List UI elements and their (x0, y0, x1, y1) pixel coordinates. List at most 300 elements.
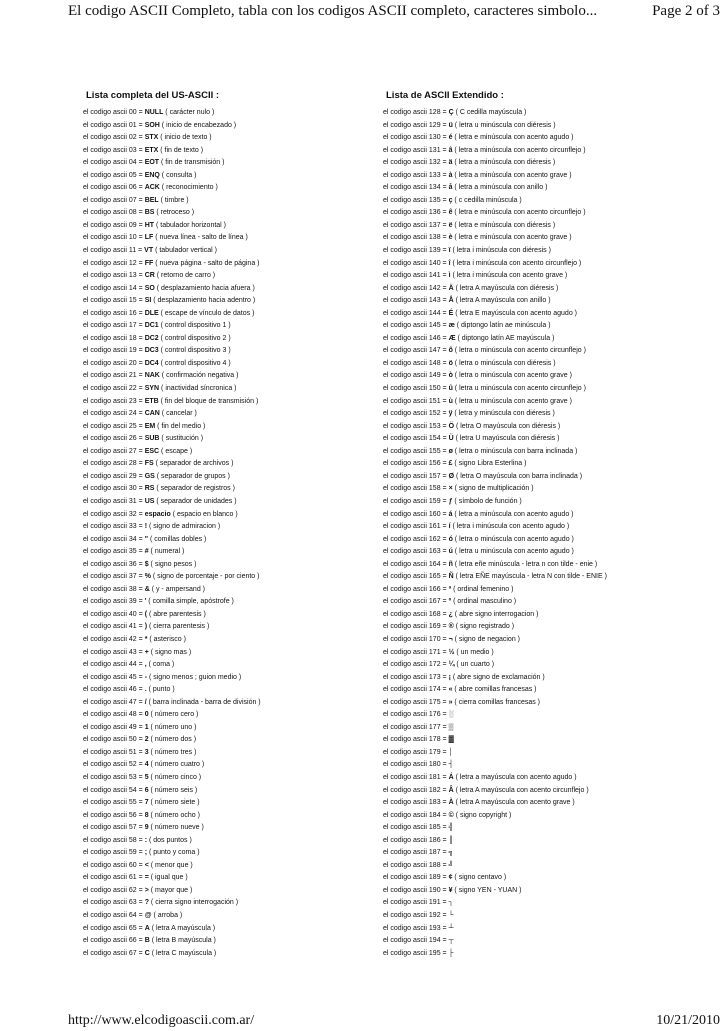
ascii-description: ( timbre ) (158, 196, 189, 204)
ascii-symbol: Ö (448, 422, 455, 430)
ascii-entry (383, 609, 703, 622)
ascii-description: ( numeral ) (148, 548, 185, 556)
ascii-description: ( letra u minúscula con diéresis ) (452, 121, 556, 129)
ascii-symbol: ë (448, 221, 453, 229)
ascii-entry (83, 320, 368, 333)
ascii-description: ( símbolo de función ) (452, 497, 522, 505)
ascii-description: ( letra EÑE mayúscula - letra N con tilde - ENIE ) (453, 573, 607, 581)
ascii-symbol: Á (448, 773, 454, 781)
ascii-code-label: el codigo ascii 135 = (383, 196, 449, 204)
ascii-description: ( letra a minúscula con acento agudo ) (452, 510, 574, 518)
ascii-description: ( control dispositivo 1 ) (158, 322, 231, 330)
ascii-description: ( signo de multiplicación ) (452, 485, 534, 493)
ascii-symbol: Ñ (448, 573, 454, 581)
ascii-entry (83, 546, 368, 559)
ascii-code-label: el codigo ascii 13 = (83, 272, 145, 280)
ascii-description: ( reconocimiento ) (159, 184, 218, 192)
ascii-entry (383, 948, 703, 961)
ascii-entry (383, 107, 703, 120)
ascii-code-label: el codigo ascii 172 = (383, 661, 449, 669)
ascii-description: ( punto ) (146, 686, 175, 694)
ascii-entry (383, 571, 703, 584)
ascii-description: ( signo YEN - YUAN ) (452, 886, 522, 894)
ascii-entry (383, 370, 703, 383)
ascii-code-label: el codigo ascii 188 = (383, 861, 449, 869)
ascii-code-label: el codigo ascii 139 = (383, 247, 449, 255)
ascii-code-label: el codigo ascii 171 = (383, 648, 449, 656)
ascii-code-label: el codigo ascii 166 = (383, 585, 449, 593)
ascii-entry (383, 320, 703, 333)
ascii-code-label: el codigo ascii 47 = (83, 698, 145, 706)
ascii-code-label: el codigo ascii 31 = (83, 497, 145, 505)
ascii-description: ( separador de archivos ) (153, 460, 234, 468)
ascii-entry (383, 734, 703, 747)
ascii-entry (83, 370, 368, 383)
ascii-symbol: : (144, 836, 148, 844)
ascii-code-label: el codigo ascii 11 = (83, 247, 145, 255)
ascii-description: ( arroba ) (151, 912, 183, 919)
ascii-description: ( letra A mayúscula con acento circunflejo ) (453, 786, 589, 794)
ascii-entry (83, 810, 368, 823)
ascii-code-label: el codigo ascii 160 = (383, 510, 449, 518)
ascii-description: ( letra o minúscula con acento agudo ) (452, 535, 574, 543)
ascii-entry (83, 408, 368, 421)
ascii-symbol: À (448, 799, 454, 807)
ascii-description: ( abre signo interrogacion ) (452, 610, 539, 618)
ascii-entry (83, 383, 368, 396)
ascii-symbol: # (144, 548, 149, 556)
ascii-code-label: el codigo ascii 144 = (383, 309, 449, 317)
ascii-symbol: £ (448, 460, 453, 468)
ascii-code-label: el codigo ascii 132 = (383, 159, 449, 167)
ascii-description: ( número uno ) (148, 723, 197, 731)
ascii-entry (383, 220, 703, 233)
ascii-code-label: el codigo ascii 35 = (83, 548, 145, 556)
ascii-symbol: ┬ (448, 937, 454, 945)
ascii-symbol: NULL (144, 109, 164, 116)
ascii-code-label: el codigo ascii 154 = (383, 435, 449, 443)
ascii-entry (383, 872, 703, 885)
ascii-symbol: û (448, 385, 453, 393)
ascii-description: ( letra U mayúscula con diéresis ) (453, 435, 560, 443)
ascii-code-label: el codigo ascii 191 = (383, 899, 449, 907)
ascii-symbol: ö (448, 359, 453, 367)
ascii-symbol: Ø (448, 472, 455, 480)
ascii-symbol: C (144, 949, 150, 957)
ascii-code-label: el codigo ascii 39 = (83, 598, 145, 606)
ascii-symbol: SOH (144, 121, 160, 129)
ascii-code-label: el codigo ascii 142 = (383, 284, 449, 292)
ascii-entry (83, 509, 368, 522)
ascii-description: ( sustitución ) (159, 435, 204, 443)
ascii-entry (83, 672, 368, 685)
ascii-symbol: DC1 (144, 322, 159, 330)
ascii-symbol: å (448, 184, 453, 192)
ascii-entry (83, 772, 368, 785)
ascii-entry (383, 910, 703, 923)
ascii-entry (83, 120, 368, 133)
ascii-description: ( tabulador vertical ) (153, 247, 217, 255)
ascii-description: ( escape de vínculo de datos ) (158, 309, 255, 317)
ascii-symbol: Ç (448, 109, 454, 116)
ascii-symbol: DLE (144, 309, 159, 317)
ascii-code-label: el codigo ascii 21 = (83, 372, 145, 380)
ascii-entry (83, 872, 368, 885)
ascii-symbol: × (448, 485, 453, 493)
ascii-symbol: » (448, 698, 453, 706)
ascii-code-label: el codigo ascii 133 = (383, 171, 449, 179)
ascii-description: ( letra i minúscula con diéresis ) (450, 247, 551, 255)
ascii-description: ( letra E mayúscula con acento agudo ) (453, 309, 577, 317)
ascii-code-label: el codigo ascii 25 = (83, 422, 145, 430)
ascii-code-label: el codigo ascii 60 = (83, 861, 145, 869)
ascii-entry (383, 709, 703, 722)
ascii-entry (383, 759, 703, 772)
ascii-symbol: & (144, 585, 150, 593)
ascii-entry (83, 860, 368, 873)
ascii-description: ( escape ) (159, 447, 193, 455)
ascii-code-label: el codigo ascii 174 = (383, 686, 449, 694)
ascii-description: ( retroceso ) (154, 209, 195, 217)
ascii-code-label: el codigo ascii 08 = (83, 209, 145, 217)
ascii-description: ( número nueve ) (148, 824, 204, 832)
ascii-symbol: æ (448, 322, 455, 330)
ascii-symbol: DC3 (144, 347, 159, 355)
ascii-description: ( control dispositivo 4 ) (158, 359, 231, 367)
ascii-entry (83, 396, 368, 409)
ascii-code-label: el codigo ascii 32 = (83, 510, 145, 518)
ascii-code-label: el codigo ascii 16 = (83, 309, 145, 317)
ascii-symbol: 5 (144, 773, 149, 781)
ascii-symbol: 4 (144, 761, 149, 769)
ascii-symbol: B (144, 937, 150, 945)
ascii-code-label: el codigo ascii 44 = (83, 661, 145, 669)
ascii-entry (383, 634, 703, 647)
ascii-code-label: el codigo ascii 45 = (83, 673, 145, 681)
ascii-entry (383, 258, 703, 271)
ascii-entry (383, 923, 703, 936)
ascii-description: ( diptongo latín AE mayúscula ) (455, 334, 555, 342)
ascii-entry (383, 772, 703, 785)
ascii-code-label: el codigo ascii 192 = (383, 912, 449, 919)
ascii-code-label: el codigo ascii 67 = (83, 949, 145, 957)
ascii-entry (83, 534, 368, 547)
ascii-symbol: ½ (448, 648, 455, 656)
ascii-symbol: â (448, 146, 453, 154)
ascii-description: ( número cero ) (148, 711, 199, 719)
ascii-code-label: el codigo ascii 07 = (83, 196, 145, 204)
ascii-entry (83, 483, 368, 496)
ascii-symbol: ┐ (448, 899, 454, 907)
ascii-symbol: 1 (144, 723, 149, 731)
ascii-symbol: ø (448, 447, 453, 455)
ascii-code-label: el codigo ascii 24 = (83, 410, 145, 418)
ascii-description: ( tabulador horizontal ) (154, 221, 227, 229)
ascii-entry (83, 584, 368, 597)
ascii-symbol: Ä (448, 284, 454, 292)
ascii-entry (383, 170, 703, 183)
ascii-code-label: el codigo ascii 17 = (83, 322, 145, 330)
ascii-code-label: el codigo ascii 58 = (83, 836, 145, 844)
ascii-code-label: el codigo ascii 43 = (83, 648, 145, 656)
ascii-entry (383, 333, 703, 346)
ascii-code-label: el codigo ascii 131 = (383, 146, 449, 154)
ascii-description: ( letra A mayúscula con acento grave ) (453, 799, 575, 807)
ascii-entry (383, 471, 703, 484)
ascii-description: ( ordinal masculino ) (451, 598, 517, 606)
ascii-description: ( control dispositivo 2 ) (158, 334, 231, 342)
ascii-code-label: el codigo ascii 23 = (83, 397, 145, 405)
ascii-symbol: < (144, 861, 149, 869)
ascii-code-label: el codigo ascii 10 = (83, 234, 145, 242)
ascii-code-label: el codigo ascii 147 = (383, 347, 449, 355)
ascii-entry (383, 785, 703, 798)
ascii-symbol: ƒ (448, 497, 453, 505)
ascii-entry (383, 584, 703, 597)
ascii-symbol: HT (144, 221, 155, 229)
ascii-symbol: 3 (144, 748, 149, 756)
ascii-description: ( letra e minúscula con acento grave ) (452, 234, 572, 242)
ascii-description: ( retorno de carro ) (154, 272, 216, 280)
ascii-code-label: el codigo ascii 168 = (383, 610, 449, 618)
ascii-description: ( signo mas ) (148, 648, 192, 656)
ascii-code-label: el codigo ascii 63 = (83, 899, 145, 907)
ascii-description: ( letra y minúscula con diéresis ) (452, 410, 555, 418)
ascii-entry (383, 120, 703, 133)
ascii-description: ( abre parentesis ) (147, 610, 206, 618)
ascii-symbol: ü (448, 121, 453, 129)
ascii-entry (383, 546, 703, 559)
ascii-entry (383, 747, 703, 760)
ascii-entry (83, 897, 368, 910)
ascii-symbol: GS (144, 472, 155, 480)
ascii-entry (83, 308, 368, 321)
ascii-entry (383, 534, 703, 547)
ascii-symbol: ¢ (448, 874, 453, 882)
ascii-entry (383, 283, 703, 296)
ascii-symbol: CR (144, 272, 155, 280)
ascii-code-label: el codigo ascii 152 = (383, 410, 449, 418)
ascii-code-label: el codigo ascii 130 = (383, 134, 449, 142)
ascii-symbol: ' (144, 598, 147, 606)
ascii-code-label: el codigo ascii 183 = (383, 799, 449, 807)
ascii-entry (83, 885, 368, 898)
ascii-symbol: ┤ (448, 761, 454, 769)
ascii-symbol: ¡ (448, 673, 451, 681)
ascii-symbol: 6 (144, 786, 149, 794)
ascii-description: ( separador de registros ) (154, 485, 235, 493)
ascii-entry (383, 345, 703, 358)
ascii-entry (83, 697, 368, 710)
ascii-symbol: ╣ (448, 824, 454, 832)
ascii-symbol: FF (144, 259, 154, 267)
ascii-symbol: DC4 (144, 359, 159, 367)
ascii-description: ( control dispositivo 3 ) (158, 347, 231, 355)
ascii-symbol: └ (448, 912, 454, 919)
ascii-entry (83, 283, 368, 296)
ascii-symbol: FS (144, 460, 154, 468)
ascii-symbol: SO (144, 284, 155, 292)
ascii-symbol: NAK (144, 372, 160, 380)
ascii-code-label: el codigo ascii 164 = (383, 560, 449, 568)
ascii-entry (83, 471, 368, 484)
ascii-symbol: ¼ (448, 661, 455, 669)
ascii-entry (383, 496, 703, 509)
ascii-symbol: ô (448, 347, 453, 355)
ascii-code-label: el codigo ascii 175 = (383, 698, 449, 706)
ascii-entry (383, 396, 703, 409)
ascii-code-label: el codigo ascii 33 = (83, 523, 145, 531)
ascii-description: ( nueva página - salto de página ) (153, 259, 260, 267)
ascii-description: ( signo menos ; guion medio ) (147, 673, 242, 681)
ascii-description: ( carácter nulo ) (163, 109, 215, 116)
ascii-entry (383, 897, 703, 910)
ascii-entry (383, 195, 703, 208)
ascii-description: ( comilla simple, apóstrofe ) (146, 598, 234, 606)
ascii-entry (83, 734, 368, 747)
ascii-description: ( letra e minúscula con acento agudo ) (452, 134, 574, 142)
ascii-entry (83, 559, 368, 572)
ascii-entry (83, 421, 368, 434)
ascii-symbol: SUB (144, 435, 160, 443)
ascii-description: ( letra A mayúscula con diéresis ) (453, 284, 559, 292)
ascii-code-label: el codigo ascii 09 = (83, 221, 145, 229)
ascii-description: ( dos puntos ) (147, 836, 192, 844)
ascii-description: ( confirmación negativa ) (159, 372, 239, 380)
ascii-description: ( separador de unidades ) (154, 497, 237, 505)
ascii-description: ( cierra comillas francesas ) (452, 698, 541, 706)
ascii-description: ( punto y coma ) (147, 849, 200, 857)
ascii-entry (83, 835, 368, 848)
ascii-code-label: el codigo ascii 150 = (383, 385, 449, 393)
ascii-symbol: ACK (144, 184, 160, 192)
ascii-entry (383, 207, 703, 220)
ascii-entry (383, 822, 703, 835)
ascii-entry (383, 421, 703, 434)
ascii-symbol: ® (448, 623, 454, 631)
ascii-entry (83, 797, 368, 810)
us-ascii-heading: Lista completa del US-ASCII : (86, 90, 220, 101)
ascii-code-label: el codigo ascii 156 = (383, 460, 449, 468)
ascii-entry (383, 835, 703, 848)
ascii-code-label: el codigo ascii 40 = (83, 610, 145, 618)
ascii-entry (383, 521, 703, 534)
ascii-code-label: el codigo ascii 170 = (383, 635, 449, 643)
ascii-symbol: º (448, 598, 452, 606)
ascii-code-label: el codigo ascii 37 = (83, 573, 145, 581)
ascii-code-label: el codigo ascii 18 = (83, 334, 145, 342)
ascii-code-label: el codigo ascii 129 = (383, 121, 449, 129)
ascii-description: ( signo de negacion ) (452, 635, 520, 643)
ascii-description: ( letra e minúscula con acento circunflejo ) (452, 209, 586, 217)
ascii-code-label: el codigo ascii 141 = (383, 272, 449, 280)
ascii-entry (383, 483, 703, 496)
ascii-description: ( abre comillas francesas ) (452, 686, 537, 694)
ascii-entry (383, 559, 703, 572)
ascii-description: ( separador de grupos ) (154, 472, 230, 480)
ascii-entry (83, 609, 368, 622)
ascii-description: ( asterisco ) (147, 635, 186, 643)
ascii-description: ( abre signo de exclamación ) (450, 673, 545, 681)
ascii-code-label: el codigo ascii 155 = (383, 447, 449, 455)
ascii-symbol: espacio (144, 510, 171, 518)
ascii-symbol: 0 (144, 711, 149, 719)
ascii-description: ( número siete ) (148, 799, 200, 807)
ascii-symbol: ¬ (448, 635, 453, 643)
ascii-description: ( fin del bloque de transmisión ) (158, 397, 259, 405)
ascii-code-label: el codigo ascii 12 = (83, 259, 145, 267)
ascii-description: ( inicio de encabezado ) (159, 121, 237, 129)
ascii-description: ( un medio ) (454, 648, 494, 656)
ascii-description: ( signo pesos ) (148, 560, 197, 568)
ascii-code-label: el codigo ascii 157 = (383, 472, 449, 480)
ascii-code-label: el codigo ascii 186 = (383, 836, 449, 844)
ascii-symbol: EOT (144, 159, 160, 167)
ascii-symbol: ┴ (448, 924, 454, 932)
ascii-description: ( letra o minúscula con barra inclinada ) (452, 447, 578, 455)
ascii-entry (83, 195, 368, 208)
ascii-entry (383, 659, 703, 672)
ascii-entry (383, 145, 703, 158)
ascii-description: ( número ocho ) (148, 811, 200, 819)
ascii-entry (83, 132, 368, 145)
ascii-symbol: ê (448, 209, 453, 217)
ascii-symbol: ETX (144, 146, 159, 154)
ascii-description: ( letra a mayúscula con acento agudo ) (453, 773, 577, 781)
ascii-description: ( letra A mayúscula ) (149, 924, 216, 932)
ascii-entry (83, 785, 368, 798)
ascii-description: ( fin del medio ) (155, 422, 206, 430)
ascii-code-label: el codigo ascii 165 = (383, 573, 449, 581)
ascii-code-label: el codigo ascii 56 = (83, 811, 145, 819)
ascii-entry (383, 433, 703, 446)
ascii-symbol: │ (448, 748, 453, 756)
ascii-code-label: el codigo ascii 138 = (383, 234, 449, 242)
ascii-code-label: el codigo ascii 153 = (383, 422, 449, 430)
ascii-code-label: el codigo ascii 128 = (383, 109, 449, 116)
ascii-entry (83, 684, 368, 697)
ascii-entry (83, 182, 368, 195)
ascii-symbol: . (144, 686, 147, 694)
ascii-entry (83, 722, 368, 735)
ascii-symbol: Å (448, 297, 454, 305)
ascii-symbol: ) (144, 623, 148, 631)
ascii-description: ( número cuatro ) (148, 761, 205, 769)
ascii-entry (83, 634, 368, 647)
ascii-description: ( y - ampersand ) (149, 585, 205, 593)
ascii-code-label: el codigo ascii 64 = (83, 912, 145, 919)
ascii-code-label: el codigo ascii 148 = (383, 359, 449, 367)
ascii-code-label: el codigo ascii 01 = (83, 121, 145, 129)
ascii-description: ( ordinal femenino ) (451, 585, 514, 593)
ascii-code-label: el codigo ascii 04 = (83, 159, 145, 167)
ascii-entry (83, 923, 368, 936)
ascii-description: ( número cinco ) (148, 773, 202, 781)
ascii-symbol: Â (448, 786, 454, 794)
us-ascii-column (83, 90, 368, 960)
ascii-code-label: el codigo ascii 163 = (383, 548, 449, 556)
ascii-symbol: US (144, 497, 155, 505)
ascii-symbol: ù (448, 397, 453, 405)
ascii-description: ( letra a minúscula con diéresis ) (452, 159, 556, 167)
ascii-code-label: el codigo ascii 49 = (83, 723, 145, 731)
ascii-description: ( barra inclinada - barra de división ) (146, 698, 261, 706)
ascii-entry (83, 207, 368, 220)
ascii-description: ( letra o minúscula con acento circunflejo ) (452, 347, 586, 355)
ascii-description: ( mayor que ) (148, 886, 193, 894)
ascii-symbol: î (448, 259, 451, 267)
ascii-symbol: > (144, 886, 149, 894)
